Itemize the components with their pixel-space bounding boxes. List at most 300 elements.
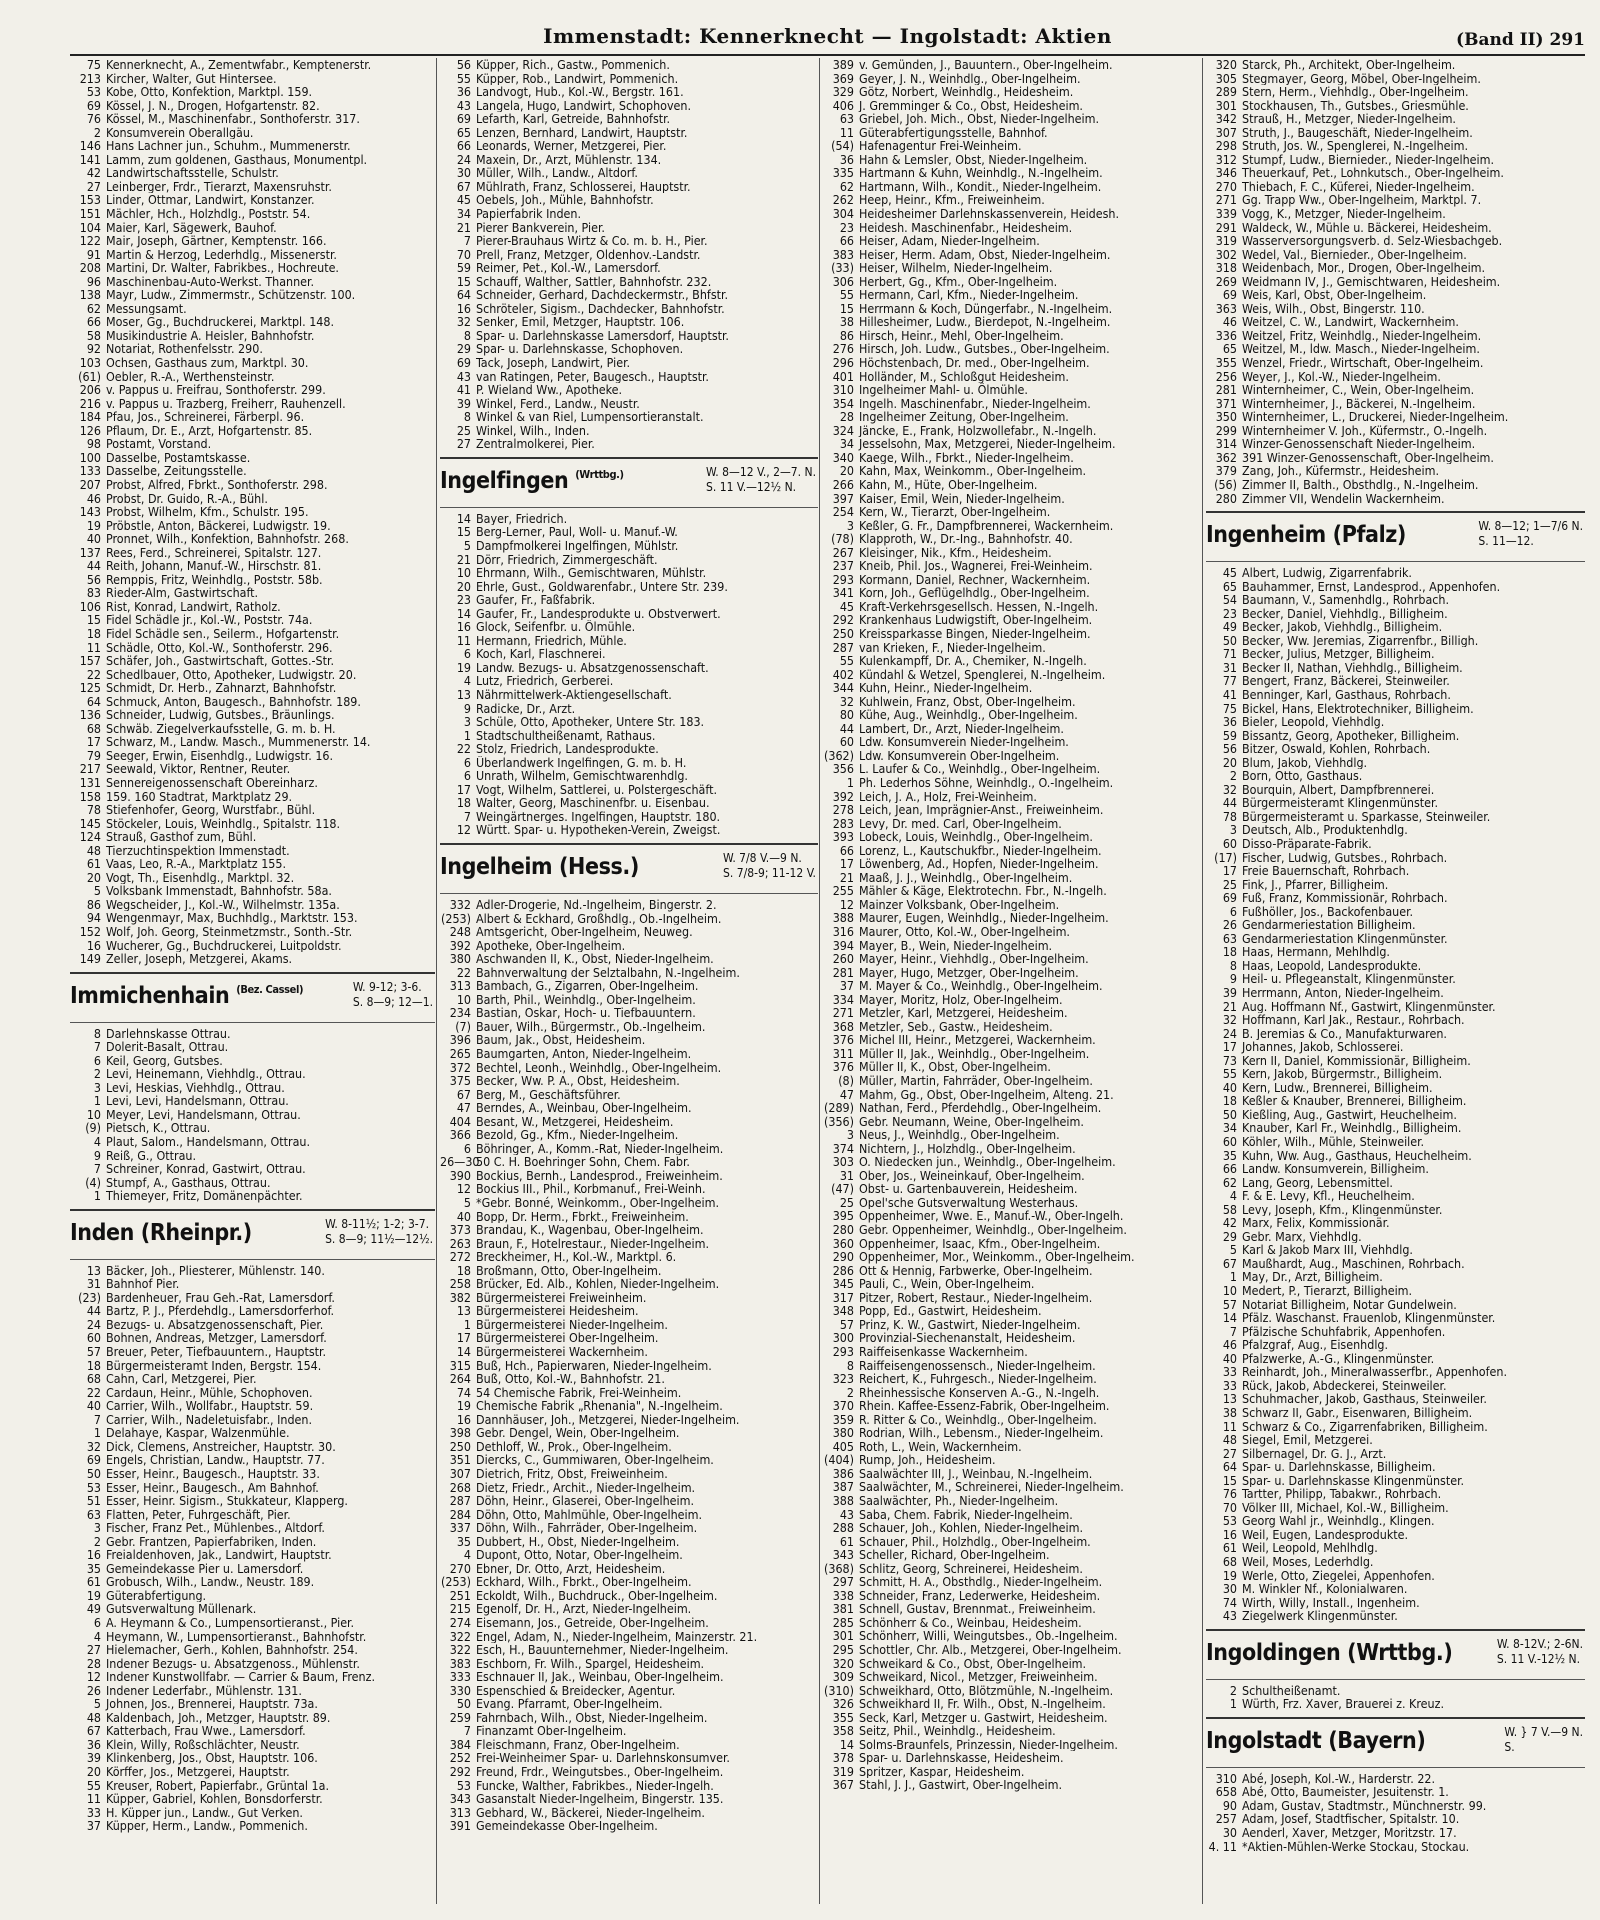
list-item [1206, 492, 1585, 506]
entry-text: Plaut, Salom., Handelsmann, Ottrau. [106, 1135, 311, 1149]
phone-number: (56) [1214, 477, 1237, 492]
phone-number: 54 [1222, 593, 1237, 607]
list-item [1206, 329, 1585, 343]
phone-number: 293 [832, 572, 854, 587]
phone-number: 269 [1215, 274, 1237, 289]
entry-text: Dethloff, W., Prok., Ober-Ingelheim. [476, 1439, 672, 1454]
office-hours [723, 851, 816, 881]
phone-number: 23 [839, 220, 854, 235]
phone-number: 12 [839, 897, 854, 912]
entry-text: Leich, Jean, Imprägnier-Anst., Freiweinheim. [859, 803, 1104, 817]
entry-text: Raiffeisengenossensch., Nieder-Ingelheim. [859, 1358, 1096, 1373]
entry-text: Freie Bauernschaft, Rohrbach. [1242, 864, 1410, 878]
section-header [1206, 1717, 1585, 1768]
phone-number: 6 [93, 1053, 101, 1068]
phone-number: 215 [449, 1602, 471, 1616]
entry-text: Buß, Otto, Kol.-W., Bahnhofstr. 21. [476, 1372, 665, 1386]
list-item [1206, 810, 1585, 824]
list-item [440, 1399, 818, 1413]
list-item [1206, 58, 1585, 72]
entry-text: Ingelheimer Mahl- u. Ölmühle. [859, 383, 1028, 397]
phone-number: 3 [1229, 823, 1237, 837]
phone-number: 104 [79, 220, 101, 235]
phone-number: 2 [93, 125, 101, 140]
entry-text: Grobusch, Wilh., Landw., Neustr. 189. [106, 1575, 315, 1589]
entry-text: Ziegelwerk Klingenmünster. [1242, 1609, 1398, 1623]
entry-text: Ehrmann, Wilh., Gemischtwaren, Mühlstr. [476, 566, 707, 580]
entry-text: Fidel Schädle sen., Seilerm., Hofgartenstr. [106, 626, 340, 641]
entry-text: Bockius, Bernh., Landesprod., Freiweinheim. [476, 1168, 723, 1183]
list-item [823, 1006, 1201, 1020]
list-item [70, 559, 435, 573]
phone-number: (17) [1214, 850, 1237, 865]
entry-text: Saba, Chem. Fabrik, Nieder-Ingelheim. [859, 1507, 1073, 1522]
entry-text: Schweikhard, Otto, Blötzmühle, N.-Ingelheim. [859, 1683, 1114, 1698]
list-item [823, 830, 1201, 844]
list-item [1206, 702, 1585, 716]
phone-number: 376 [832, 1033, 854, 1047]
phone-number: 396 [449, 1033, 471, 1047]
entry-text: Pfalzgraf, Aug., Eisenhdlg. [1242, 1338, 1389, 1352]
entry-text: Küpper, Gabriel, Kohlen, Bonsdorferstr. [106, 1792, 323, 1806]
phone-number: 8 [463, 410, 471, 424]
entry-text: Saalwächter, Ph., Nieder-Ingelheim. [859, 1493, 1059, 1508]
list-item [70, 1481, 435, 1495]
list-item [1206, 674, 1585, 688]
phone-number: 40 [86, 1399, 101, 1413]
phone-number: 1 [1229, 1697, 1237, 1711]
entry-text: Stockhausen, Th., Gutsbes., Griesmühle. [1242, 98, 1469, 113]
phone-number: 133 [79, 464, 101, 478]
phone-number: 29 [1222, 1229, 1237, 1244]
list-item [70, 1291, 435, 1305]
list-item [70, 857, 435, 871]
list-item [823, 1318, 1201, 1332]
list-item [1206, 823, 1585, 837]
list-item [440, 1413, 818, 1427]
list-item [440, 674, 818, 688]
list-item [1206, 302, 1585, 316]
phone-number: 323 [832, 1372, 854, 1386]
entry-text: Kaldenbach, Joh., Metzger, Hauptstr. 89. [106, 1710, 331, 1725]
phone-number: 62 [86, 301, 101, 316]
entry-text: Pfalzwerke, A.-G., Klingenmünster. [1242, 1351, 1435, 1366]
list-item [440, 1508, 818, 1522]
list-item [823, 857, 1201, 871]
list-item [823, 1223, 1201, 1237]
list-item [823, 72, 1201, 86]
phone-number: 152 [79, 925, 101, 939]
phone-number: 34 [1222, 1121, 1237, 1136]
entry-text: Hartmann, Wilh., Kondit., Nieder-Ingelheim. [859, 179, 1102, 194]
phone-number: 40 [1222, 1080, 1237, 1095]
entry-text: Wegscheider, J., Kol.-W., Wilhelmstr. 135a. [106, 897, 340, 912]
list-item [70, 1697, 435, 1711]
phone-number: 7 [1229, 1324, 1237, 1339]
list-item [823, 1115, 1201, 1129]
phone-number: 348 [832, 1304, 854, 1318]
list-item [823, 1304, 1201, 1318]
list-item [70, 437, 435, 451]
phone-number: 33 [1222, 1365, 1237, 1379]
entry-text: Maurer, Eugen, Weinhdlg., Nieder-Ingelheim. [859, 911, 1109, 925]
list-item [70, 261, 435, 275]
phone-number: 27 [86, 1643, 101, 1657]
phone-number: 75 [86, 58, 101, 72]
phone-number: 375 [449, 1074, 471, 1088]
list-item [70, 952, 435, 966]
entry-text: Mayer, Hugo, Metzger, Ober-Ingelheim. [859, 965, 1079, 980]
list-item [440, 193, 818, 207]
entry-text: Levi, Heskias, Viehhdlg., Ottrau. [106, 1080, 285, 1095]
office-hours-line: S. 8—9; 12—1. [352, 994, 433, 1009]
entry-text: Mayer, Heinr., Viehhdlg., Ober-Ingelheim. [859, 952, 1089, 966]
entry-text: Eisemann, Jos., Getreide, Ober-Ingelheim. [476, 1615, 709, 1630]
entry-text: Hirsch, Heinr., Mehl, Ober-Ingelheim. [859, 328, 1064, 343]
phone-number: 1 [463, 1317, 471, 1332]
list-item [1206, 180, 1585, 194]
phone-number: 13 [456, 1304, 471, 1318]
phone-number: 281 [1215, 383, 1237, 397]
phone-number: 287 [449, 1494, 471, 1508]
entry-text: Lambert, Dr., Arzt, Nieder-Ingelheim. [859, 721, 1064, 736]
phone-number: 63 [839, 112, 854, 126]
phone-number: 301 [832, 1629, 854, 1643]
entry-text: Bitzer, Oswald, Kohlen, Rohrbach. [1242, 742, 1431, 756]
phone-number: 35 [86, 1561, 101, 1576]
phone-number: 363 [1215, 301, 1237, 316]
phone-number: 4 [93, 1629, 101, 1644]
entry-text: Keßler, G. Fr., Dampfbrennerei, Wackernheim. [859, 518, 1114, 533]
entry-text: Küpper, Rich., Gastw., Pommenich. [476, 58, 670, 72]
entry-text: Lamm, zum goldenen, Gasthaus, Monumentpl. [106, 152, 368, 167]
phone-number: (54) [831, 139, 854, 153]
phone-number: 80 [839, 708, 854, 722]
list-item [1206, 207, 1585, 221]
entry-text: Kneib, Phil. Jos., Wagnerei, Frei-Weinheim. [859, 559, 1093, 573]
entry-text: Winternheimer V. Joh., Küfermstr., O.-Ingelh. [1242, 423, 1488, 438]
phone-number: 372 [449, 1060, 471, 1075]
entry-text: Döhn, Heinr., Glaserei, Ober-Ingelheim. [476, 1494, 695, 1508]
phone-number: 371 [1215, 396, 1237, 411]
entry-text: Becker II, Nathan, Viehhdlg., Billigheim. [1242, 660, 1463, 675]
list-item [823, 586, 1201, 600]
entry-text: Levi, Heinemann, Viehhdlg., Ottrau. [106, 1067, 306, 1081]
phone-number: 387 [832, 1480, 854, 1494]
entry-text: Schädle, Otto, Kol.-W., Sonthoferstr. 296. [106, 640, 333, 655]
entry-text: Obst- u. Gartenbauverein, Heidesheim. [859, 1182, 1078, 1196]
list-item [823, 1548, 1201, 1562]
entry-text: Kobe, Otto, Konfektion, Marktpl. 159. [106, 85, 313, 99]
list-item [1206, 688, 1585, 702]
entry-text: Freund, Frdr., Weingutsbes., Ober-Ingelheim. [476, 1764, 724, 1779]
entry-text: Bopp, Dr. Herm., Fbrkt., Freiweinheim. [476, 1209, 689, 1224]
entry-text: Finanzamt Ober-Ingelheim. [476, 1724, 627, 1738]
entry-text: Pauli, C., Wein, Ober-Ingelheim. [859, 1277, 1035, 1291]
entry-text: Nathan, Ferd., Pferdehdlg., Ober-Ingelheim. [859, 1101, 1102, 1115]
list-item [823, 1480, 1201, 1494]
phone-number: 10 [86, 1107, 101, 1122]
list-item [823, 1684, 1201, 1698]
entry-text: Klinkenberg, Jos., Obst, Hauptstr. 106. [106, 1751, 318, 1765]
list-item [1206, 1392, 1585, 1406]
phone-number: 61 [839, 1534, 854, 1549]
entry-text: Müller II, Jak., Weinhdlg., Ober-Ingelheim. [859, 1046, 1090, 1061]
phone-number: 658 [1215, 1785, 1237, 1799]
entry-text: Espenschied & Breidecker, Agentur. [476, 1683, 676, 1698]
entry-text: Weitzel, M., ldw. Masch., Nieder-Ingelheim. [1242, 342, 1480, 357]
phone-number: 311 [832, 1046, 854, 1061]
entry-text: Winkel & van Riel, Lumpensortieranstalt. [476, 410, 704, 424]
list-item [70, 1819, 435, 1833]
list-item [823, 1372, 1201, 1386]
list-item [823, 1629, 1201, 1643]
phone-number: 334 [832, 992, 854, 1007]
phone-number: 15 [456, 525, 471, 539]
list-item [440, 1264, 818, 1278]
phone-number: (9) [85, 1121, 101, 1136]
phone-number: 26 [1222, 918, 1237, 932]
list-item [440, 275, 818, 289]
list-item [70, 1562, 435, 1576]
list-item [823, 424, 1201, 438]
phone-number: 35 [1222, 1148, 1237, 1163]
list-item [70, 112, 435, 126]
entry-text: Ingelheimer Zeitung, Ober-Ingelheim. [859, 410, 1069, 424]
entry-text: Esser, Heinr., Baugesch., Am Bahnhof. [106, 1480, 319, 1495]
office-hours-line: S. 11 V.-12½ N. [1496, 1651, 1581, 1666]
list-item [70, 478, 435, 492]
list-item [440, 1711, 818, 1725]
phone-number: 98 [86, 437, 101, 451]
phone-number: 60 [1222, 1135, 1237, 1149]
list-item [1206, 634, 1585, 648]
entry-text: Dupont, Otto, Notar, Ober-Ingelheim. [476, 1548, 683, 1562]
entry-text: Klapproth, W., Dr.-Ing., Bahnhofstr. 40. [859, 532, 1073, 546]
list-item [440, 715, 818, 729]
list-item [1206, 1799, 1585, 1813]
list-item [823, 410, 1201, 424]
phone-number: 39 [456, 396, 471, 411]
entry-text: Indener Lederfabr., Mühlenstr. 131. [106, 1683, 302, 1698]
list-item [823, 1047, 1201, 1061]
section-region: (Wrttbg.) [575, 467, 624, 481]
phone-number: 66 [839, 843, 854, 858]
entry-text: Döhn, Wilh., Fahrräder, Ober-Ingelheim. [476, 1521, 698, 1535]
entry-text: Holländer, M., Schloßgut Heidesheim. [859, 369, 1069, 384]
list-item [823, 627, 1201, 641]
entry-text: Reichert, K., Fuhrgesch., Nieder-Ingelheim. [859, 1372, 1097, 1386]
phone-number: 267 [832, 545, 854, 560]
phone-number: 18 [1222, 945, 1237, 959]
phone-number: 36 [1222, 715, 1237, 729]
list-item [70, 898, 435, 912]
list-item [1206, 139, 1585, 153]
page-number: (Band II) 291 [1456, 30, 1585, 50]
list-item [1206, 72, 1585, 86]
entry-text: Winzer-Genossenschaft Nieder-Ingelheim. [1242, 437, 1476, 451]
phone-number: 23 [1222, 606, 1237, 621]
list-item [1206, 221, 1585, 235]
entry-text: Weil, Leopold, Mehlhdlg. [1242, 1541, 1378, 1555]
list-item [70, 139, 435, 153]
list-item [1206, 566, 1585, 580]
list-item [440, 1074, 818, 1088]
phone-number: 158 [79, 789, 101, 804]
list-item [440, 1548, 818, 1562]
list-item [440, 702, 818, 716]
list-item [823, 939, 1201, 953]
entry-text: Hirsch, Joh. Ludw., Gutsbes., Ober-Ingelheim. [859, 342, 1110, 357]
list-item [823, 1670, 1201, 1684]
entry-text: Bürgermeisteramt Inden, Bergstr. 154. [106, 1358, 322, 1373]
entry-text: Spar- u. Darlehnskasse, Heidesheim. [859, 1751, 1064, 1765]
phone-number: 278 [832, 803, 854, 817]
phone-number: 373 [449, 1223, 471, 1237]
phone-number: 12 [456, 823, 471, 837]
list-item [440, 566, 818, 580]
phone-number: 15 [839, 301, 854, 316]
phone-number: 11 [839, 125, 854, 140]
list-item [440, 993, 818, 1007]
entry-text: Papierfabrik Inden. [476, 207, 582, 221]
entry-text: Cahn, Carl, Metzgerei, Pier. [106, 1372, 257, 1386]
entry-text: Bauer, Wilh., Bürgermstr., Ob.-Ingelheim. [476, 1019, 706, 1034]
entry-text: Kleisinger, Nik., Kfm., Heidesheim. [859, 545, 1052, 560]
phone-number: 30 [1222, 1825, 1237, 1840]
entry-text: H. Küpper jun., Landw., Gut Verken. [106, 1805, 303, 1820]
list-item [823, 58, 1201, 72]
list-item [823, 1196, 1201, 1210]
list-item [823, 153, 1201, 167]
list-item [70, 99, 435, 113]
list-item [440, 356, 818, 370]
phone-number: 16 [456, 301, 471, 316]
entry-text: Johnen, Jos., Brennerei, Hauptstr. 73a. [106, 1697, 318, 1711]
phone-number: 67 [456, 1087, 471, 1102]
phone-number: 274 [449, 1615, 471, 1630]
entry-text: Esch, H., Bauunternehmer, Nieder-Ingelheim. [476, 1643, 729, 1657]
phone-number: 351 [449, 1453, 471, 1467]
entry-text: Indener Bezugs- u. Absatzgenoss., Mühlenstr. [106, 1656, 360, 1671]
phone-number: 44 [86, 1304, 101, 1318]
phone-number: (23) [78, 1290, 101, 1305]
section-name: Ingelfingen [440, 467, 569, 494]
phone-number: 257 [1215, 1812, 1237, 1826]
list-item [823, 139, 1201, 153]
phone-number: 96 [86, 274, 101, 289]
list-item [823, 817, 1201, 831]
section-name: Ingoldingen (Wrttbg.) [1206, 1639, 1453, 1666]
entry-text: Barth, Phil., Weinhdlg., Ober-Ingelheim. [476, 992, 696, 1007]
list-item [823, 1209, 1201, 1223]
entry-text: Landvogt, Hub., Kol.-W., Bergstr. 161. [476, 85, 684, 99]
entry-text: Gendarmeriestation Klingenmünster. [1242, 931, 1448, 946]
entry-text: Chemische Fabrik „Rhenania", N.-Ingelheim. [476, 1399, 723, 1413]
phone-number: 42 [1222, 1216, 1237, 1230]
entry-text: 54 Chemische Fabrik, Frei-Weinheim. [476, 1385, 682, 1400]
phone-number: 5 [463, 1196, 471, 1210]
list-item [1206, 1840, 1585, 1854]
list-item [440, 207, 818, 221]
phone-number: 13 [86, 1263, 101, 1278]
phone-number: 131 [79, 775, 101, 790]
entry-text: Reiß, G., Ottrau. [106, 1148, 197, 1163]
phone-number: 320 [1215, 58, 1237, 72]
phone-number: 9 [1229, 972, 1237, 986]
entry-text: Zang, Joh., Küfermstr., Heidesheim. [1242, 464, 1439, 478]
phone-number: 285 [832, 1615, 854, 1630]
list-item [70, 871, 435, 885]
list-item [440, 437, 818, 451]
phone-number: 64 [86, 694, 101, 709]
phone-number: 386 [832, 1466, 854, 1481]
phone-number: 262 [832, 193, 854, 208]
phone-number: 19 [86, 1588, 101, 1603]
entry-text: Schüle, Otto, Apotheker, Untere Str. 183. [476, 715, 705, 729]
list-item [440, 729, 818, 743]
phone-number: 392 [449, 938, 471, 953]
list-item [70, 370, 435, 384]
entry-text: Disso-Präparate-Fabrik. [1242, 836, 1372, 851]
list-item [440, 796, 818, 810]
entry-text: Zimmer VII, Wendelin Wackernheim. [1242, 491, 1445, 506]
list-item [1206, 1040, 1585, 1054]
entry-text: Meyer, Levi, Handelsmann, Ottrau. [106, 1107, 301, 1122]
phone-number: 86 [86, 897, 101, 912]
entry-text: Abé, Otto, Baumeister, Jesuitenstr. 1. [1242, 1785, 1449, 1799]
phone-number: 298 [1215, 139, 1237, 153]
list-item [823, 492, 1201, 506]
list-item [440, 1237, 818, 1251]
phone-number: 379 [1215, 464, 1237, 478]
office-hours-line: W. } 7 V.—9 N. [1504, 1724, 1583, 1739]
list-item [440, 1440, 818, 1454]
entry-text: Metzler, Karl, Metzgerei, Heidesheim. [859, 1006, 1068, 1020]
phone-number: 390 [449, 1168, 471, 1183]
phone-number: 157 [79, 654, 101, 668]
list-item [440, 1562, 818, 1576]
list-item [70, 1426, 435, 1440]
list-item [1206, 769, 1585, 783]
list-item [440, 810, 818, 824]
list-item [440, 783, 818, 797]
list-item [1206, 972, 1585, 986]
list-item [70, 1413, 435, 1427]
entry-text: Lobeck, Louis, Weinhdlg., Ober-Ingelheim. [859, 830, 1093, 844]
phone-number: 71 [1222, 647, 1237, 661]
list-item [1206, 1501, 1585, 1515]
list-item [1206, 932, 1585, 946]
entry-text: Remppis, Fritz, Weinhdlg., Poststr. 58b. [106, 572, 323, 587]
list-item [440, 85, 818, 99]
list-item [1206, 1555, 1585, 1569]
phone-number: 19 [1222, 1568, 1237, 1583]
phone-number: 356 [832, 762, 854, 776]
list-item [1206, 959, 1585, 973]
list-item [440, 58, 818, 72]
list-item [1206, 1541, 1585, 1555]
entry-text: Opel'sche Gutsverwaltung Westerhaus. [859, 1195, 1079, 1210]
entry-text: Weis, Karl, Obst, Ober-Ingelheim. [1242, 288, 1427, 302]
list-item [70, 505, 435, 519]
list-item [1206, 1162, 1585, 1176]
list-item [823, 261, 1201, 275]
phone-number: 7 [463, 234, 471, 248]
entry-text: Fischer, Ludwig, Gutsbes., Rohrbach. [1242, 850, 1448, 865]
phone-number: 250 [449, 1439, 471, 1454]
phone-number: 24 [456, 152, 471, 167]
